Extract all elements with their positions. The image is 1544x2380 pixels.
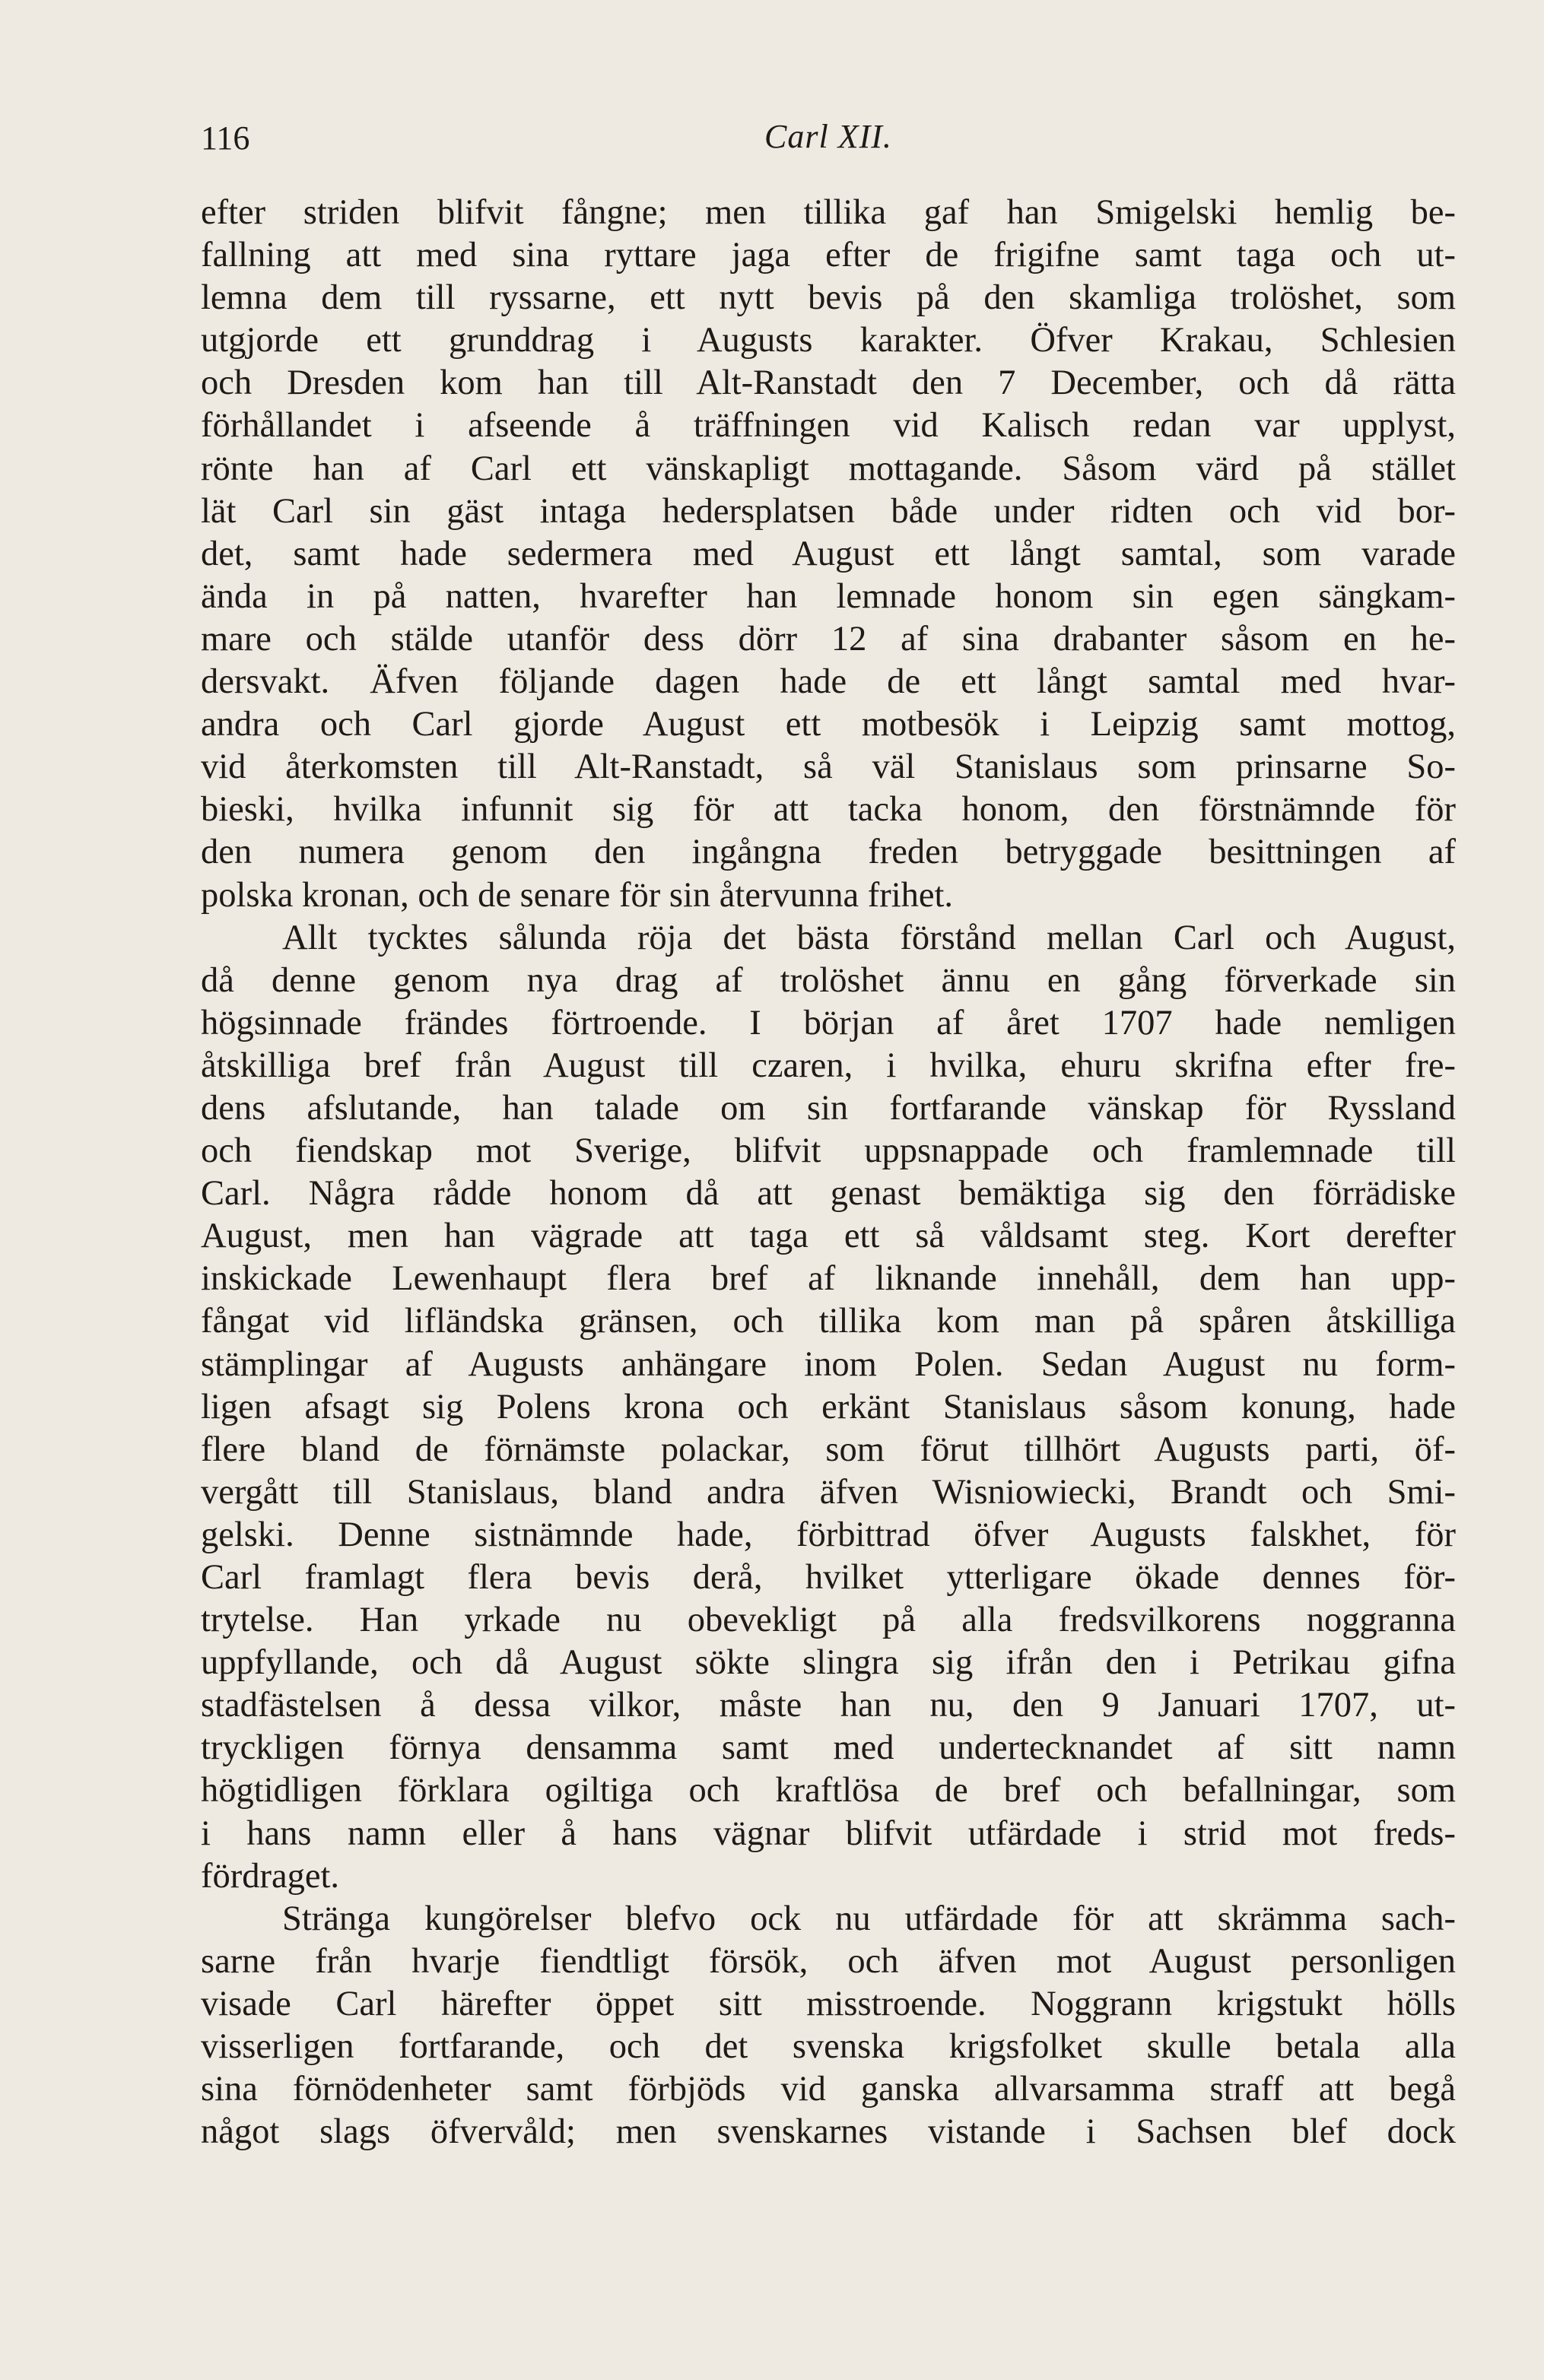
text-line: Stränga kungörelser blefvo ock nu utfärdade för att skrämma sach- [282,1899,1456,1938]
text-line: mare och stälde utanför dess dörr 12 af sina drabanter såsom en he- [201,619,1456,658]
text-line: i hans namn eller å hans vägnar blifvit utfärdade i strid mot freds- [201,1814,1456,1853]
text-line: lemna dem till ryssarne, ett nytt bevis på den skamliga trolöshet, som [201,278,1456,318]
text-line: August, men han vägrade att taga ett så våldsamt steg. Kort derefter [201,1217,1456,1256]
text-line: Carl. Några rådde honom då att genast bemäktiga sig den förrädiske [201,1174,1456,1214]
text-line: flere bland de förnämste polackar, som förut tillhört Augusts parti, öf- [201,1430,1456,1469]
text-line: polska kronan, och de senare för sin återvunna frihet. [201,875,954,915]
running-title: Carl XII. [764,118,892,155]
text-line: Allt tycktes sålunda röja det bästa förstånd mellan Carl och August, [282,918,1456,957]
text-line: åtskilliga bref från August till czaren, i hvilka, ehuru skrifna efter fre- [201,1046,1456,1085]
page-header [201,113,1456,166]
text-line: ända in på natten, hvarefter han lemnade honom sin egen sängkam- [201,576,1456,616]
text-line: Carl framlagt flera bevis derå, hvilket ytterligare ökade dennes för- [201,1558,1456,1597]
page-number: 116 [201,119,250,157]
text-line: uppfyllande, och då August sökte slingra sig ifrån den i Petrikau gifna [201,1643,1456,1683]
text-line: rönte han af Carl ett vänskapligt mottagande. Såsom värd på stället [201,449,1456,488]
text-line: och Dresden kom han till Alt-Ranstadt den 7 December, och då rätta [201,363,1456,403]
text-line: fångat vid lifländska gränsen, och tillika kom man på spåren åtskilliga [201,1302,1456,1341]
text-line: stadfästelsen å dessa vilkor, måste han nu, den 9 Januari 1707, ut- [201,1686,1456,1725]
text-line: fördraget. [201,1856,340,1896]
text-line: dens afslutande, han talade om sin fortfarande vänskap för Ryssland [201,1088,1456,1128]
text-line: högsinnade frändes förtroende. I början af året 1707 hade nemligen [201,1003,1456,1042]
text-line: efter striden blifvit fångne; men tillika gaf han Smigelski hemlig be- [201,193,1456,232]
text-line: det, samt hade sedermera med August ett långt samtal, som varade [201,534,1456,573]
text-line: och fiendskap mot Sverige, blifvit uppsnappade och framlemnade till [201,1131,1456,1171]
text-line: vergått till Stanislaus, bland andra äfven Wisniowiecki, Brandt och Smi- [201,1472,1456,1512]
paragraph [201,1898,1456,2154]
text-line: högtidligen förklara ogiltiga och kraftlösa de bref och befallningar, som [201,1771,1456,1810]
paragraph [201,192,1456,917]
text-line: utgjorde ett grunddrag i Augusts karakter. Öfver Krakau, Schlesien [201,321,1456,360]
paragraph [201,917,1456,1898]
text-line: fallning att med sina ryttare jaga efter de frigifne samt taga och ut- [201,236,1456,275]
text-line: trytelse. Han yrkade nu obevekligt på alla fredsvilkorens noggranna [201,1601,1456,1640]
text-line: inskickade Lewenhaupt flera bref af liknande innehåll, dem han upp- [201,1259,1456,1299]
text-line: vid återkomsten till Alt-Ranstadt, så väl Stanislaus som prinsarne So- [201,747,1456,787]
text-line: sina förnödenheter samt förbjöds vid ganska allvarsamma straff att begå [201,2070,1456,2109]
text-line: något slags öfvervåld; men svenskarnes vistande i Sachsen blef dock [201,2112,1456,2152]
text-line: förhållandet i afseende å träffningen vid Kalisch redan var upplyst, [201,406,1456,446]
text-line: andra och Carl gjorde August ett motbesök i Leipzig samt mottog, [201,705,1456,744]
text-line: lät Carl sin gäst intaga hedersplatsen både under ridten och vid bor- [201,491,1456,531]
text-line: ligen afsagt sig Polens krona och erkänt Stanislaus såsom konung, hade [201,1387,1456,1426]
text-line: visserligen fortfarande, och det svenska krigsfolket skulle betala alla [201,2027,1456,2067]
text-line: tryckligen förnya densamma samt med undertecknandet af sitt namn [201,1728,1456,1768]
body-text [201,192,1456,2153]
text-line: visade Carl härefter öppet sitt misstroende. Noggrann krigstukt hölls [201,1984,1456,2023]
text-line: gelski. Denne sistnämnde hade, förbittrad öfver Augusts falskhet, för [201,1515,1456,1554]
text-line: sarne från hvarje fiendtligt försök, och äfven mot August personligen [201,1941,1456,1981]
text-line: stämplingar af Augusts anhängare inom Polen. Sedan August nu form- [201,1344,1456,1384]
text-line: bieski, hvilka infunnit sig för att tacka honom, den förstnämnde för [201,790,1456,830]
text-line: dersvakt. Äfven följande dagen hade de ett långt samtal med hvar- [201,662,1456,702]
text-line: den numera genom den ingångna freden betryggade besittningen af [201,833,1456,872]
text-line: då denne genom nya drag af trolöshet ännu en gång förverkade sin [201,960,1456,1000]
